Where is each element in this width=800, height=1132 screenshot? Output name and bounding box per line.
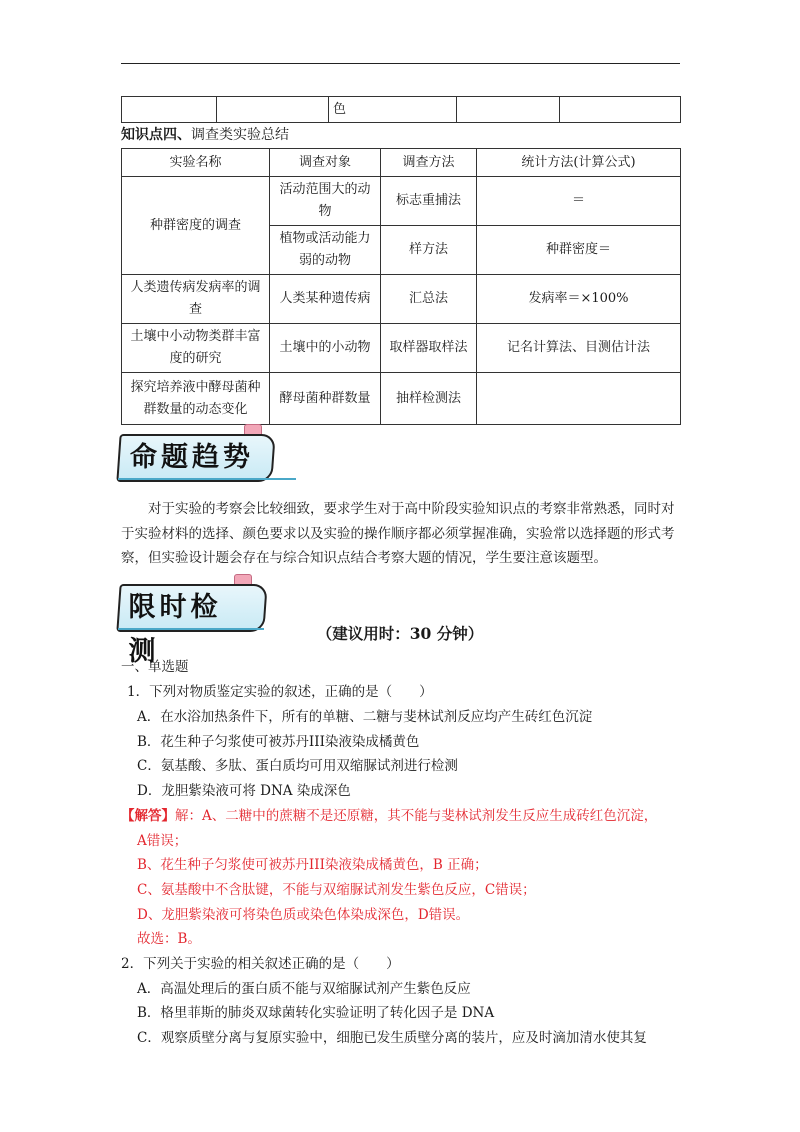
q2-option-c: C．观察质壁分离与复原实验中，细胞已发生质壁分离的装片，应及时滴加清水使其复	[137, 1030, 647, 1046]
q1-answer-line-b: B、花生种子匀浆使可被苏丹III染液染成橘黄色，B 正确；	[137, 857, 488, 873]
table-cell: 抽样检测法	[381, 373, 477, 425]
banner-tab	[116, 434, 275, 482]
answer-tag: 【解答】	[121, 808, 175, 824]
table-cell	[122, 97, 217, 123]
table-row	[122, 324, 681, 373]
survey-experiments-table	[121, 148, 681, 425]
banner-underline	[118, 478, 296, 480]
knowledge-point-title: 调查类实验总结	[191, 127, 289, 143]
table-cell: 种群密度的调查	[122, 177, 270, 275]
trend-paragraph: 对于实验的考察会比较细致，要求学生对于高中阶段实验知识点的考察非常熟悉，同时对于实验材料的选择、颜色要求以及实验的操作顺序都必须掌握准确，实验常以选择题的形式考察，但实验设计题会存在与综合知识点结合考察大题的情况，学生要注意该题型。	[121, 501, 675, 566]
column-header: 实验名称	[122, 149, 270, 177]
previous-table-fragment	[121, 96, 681, 123]
table-cell: 样方法	[381, 226, 477, 275]
q1-answer-final: 故选：B。	[137, 931, 201, 947]
q1-option-d: D．龙胆紫染液可将 DNA 染成深色	[137, 783, 351, 799]
table-cell: 色	[329, 97, 457, 123]
table-cell: 记名计算法、目测估计法	[477, 324, 681, 373]
knowledge-point-label: 知识点四、	[121, 127, 191, 143]
table-cell: 种群密度＝	[477, 226, 681, 275]
table-cell: 酵母菌种群数量	[270, 373, 381, 425]
table-cell	[457, 97, 560, 123]
suggested-time: （建议用时：30 分钟）	[316, 624, 484, 643]
q1-answer-line-a	[121, 804, 657, 824]
table-cell: 人类遗传病发病率的调查	[122, 275, 270, 324]
q2-option-b: B．格里菲斯的肺炎双球菌转化实验证明了转化因子是 DNA	[137, 1005, 495, 1021]
table-cell: 标志重捕法	[381, 177, 477, 226]
section-heading: 一、单选题	[121, 659, 189, 675]
table-row	[122, 177, 681, 226]
column-header: 统计方法(计算公式)	[477, 149, 681, 177]
table-header-row	[122, 149, 681, 177]
knowledge-point-heading	[121, 124, 289, 144]
q1-option-c: C．氨基酸、多肽、蛋白质均可用双缩脲试剂进行检测	[137, 758, 458, 774]
q1-answer-line-a2: A错误；	[137, 833, 188, 849]
table-cell	[217, 97, 329, 123]
answer-text: 解：A、二糖中的蔗糖不是还原糖，其不能与斐林试剂发生反应生成砖红色沉淀，	[175, 808, 658, 824]
q1-option-b: B．花生种子匀浆使可被苏丹III染液染成橘黄色	[137, 734, 420, 750]
table-row	[122, 275, 681, 324]
table-cell: 植物或活动能力弱的动物	[270, 226, 381, 275]
q1-option-a: A．在水浴加热条件下，所有的单糖、二糖与斐林试剂反应均产生砖红色沉淀	[137, 709, 593, 725]
banner-title: 命题趋势	[130, 442, 254, 473]
q2-option-a: A．高温处理后的蛋白质不能与双缩脲试剂产生紫色反应	[137, 981, 471, 997]
table-cell: 活动范围大的动物	[270, 177, 381, 226]
question-1-stem: 1．下列对物质鉴定实验的叙述，正确的是（ ）	[127, 684, 433, 700]
section-banner-trend	[118, 434, 298, 480]
column-header: 调查对象	[270, 149, 381, 177]
table-cell: 汇总法	[381, 275, 477, 324]
q1-answer-line-c: C、氨基酸中不含肽键，不能与双缩脲试剂发生紫色反应，C错误；	[137, 882, 536, 898]
q1-answer-line-d: D、龙胆紫染液可将染色质或染色体染成深色，D错误。	[137, 907, 470, 923]
table-cell: 探究培养液中酵母菌种群数量的动态变化	[122, 373, 270, 425]
table-row	[122, 373, 681, 425]
column-header: 调查方法	[381, 149, 477, 177]
table-cell: ＝	[477, 177, 681, 226]
table-cell	[560, 97, 681, 123]
table-cell: 取样器取样法	[381, 324, 477, 373]
table-cell: 发病率＝×100%	[477, 275, 681, 324]
table-cell: 土壤中的小动物	[270, 324, 381, 373]
table-cell: 土壤中小动物类群丰富度的研究	[122, 324, 270, 373]
banner-title: 限时检测	[128, 592, 222, 667]
table-cell	[477, 373, 681, 425]
table-cell: 人类某种遗传病	[270, 275, 381, 324]
question-2-stem: 2．下列关于实验的相关叙述正确的是（ ）	[121, 956, 400, 972]
header-rule	[121, 63, 680, 64]
table-row	[122, 97, 681, 123]
